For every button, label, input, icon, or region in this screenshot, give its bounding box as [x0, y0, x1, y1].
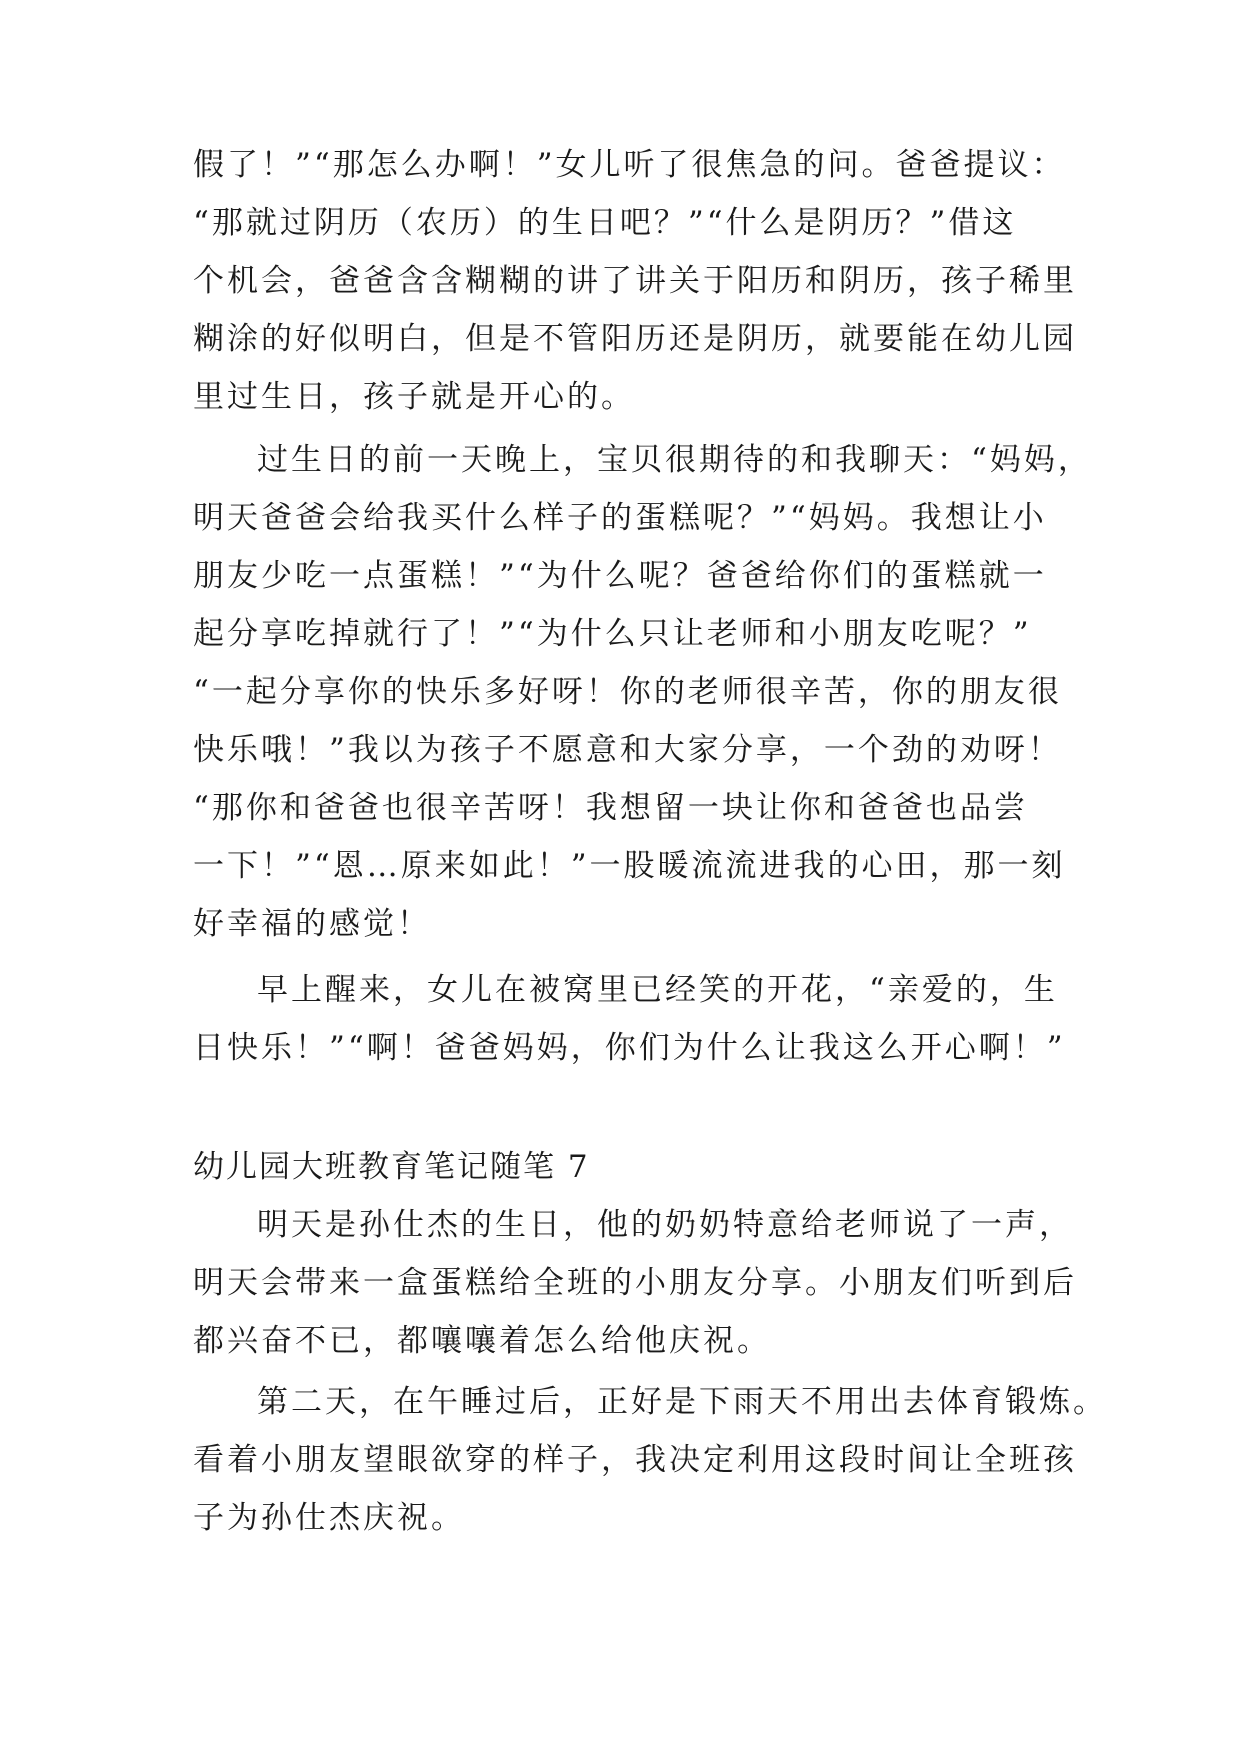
- text-line: 个机会，爸爸含含糊糊的讲了讲关于阳历和阴历，孩子稀里: [193, 263, 1077, 299]
- text-line: 第二天，在午睡过后，正好是下雨天不用出去体育锻炼。: [257, 1384, 1107, 1420]
- story-paragraph-3: [193, 961, 1066, 1077]
- text-line: 日快乐！”“啊！爸爸妈妈，你们为什么让我这么开心啊！”: [193, 1030, 1066, 1066]
- text-line: 早上醒来，女儿在被窝里已经笑的开花，“亲爱的，生: [257, 972, 1058, 1008]
- text-line: 朋友少吃一点蛋糕！”“为什么呢？爸爸给你们的蛋糕就一: [193, 558, 1047, 594]
- text-line: 一下！”“恩…原来如此！”一股暖流流进我的心田，那一刻: [193, 848, 1066, 884]
- text-line: 过生日的前一天晚上，宝贝很期待的和我聊天：“妈妈，: [257, 442, 1092, 478]
- section-heading: 幼儿园大班教育笔记随笔 7: [193, 1149, 590, 1185]
- text-line: “一起分享你的快乐多好呀！你的老师很辛苦，你的朋友很: [193, 674, 1062, 710]
- text-line: 明天是孙仕杰的生日，他的奶奶特意给老师说了一声，: [257, 1207, 1073, 1243]
- story-paragraph-1: [193, 136, 1077, 426]
- note-paragraph-1: [193, 1196, 1077, 1370]
- note-paragraph-2: [193, 1373, 1107, 1547]
- text-line: 都兴奋不已，都嚷嚷着怎么给他庆祝。: [193, 1323, 771, 1359]
- text-line: 里过生日，孩子就是开心的。: [193, 379, 635, 415]
- text-line: “那你和爸爸也很辛苦呀！我想留一块让你和爸爸也品尝: [193, 790, 1028, 826]
- text-line: 好幸福的感觉！: [193, 906, 431, 942]
- text-line: 假了！”“那怎么办啊！”女儿听了很焦急的问。爸爸提议：: [193, 147, 1066, 183]
- text-line: 快乐哦！”我以为孩子不愿意和大家分享，一个劲的劝呀！: [193, 732, 1062, 768]
- text-line: 明天会带来一盒蛋糕给全班的小朋友分享。小朋友们听到后: [193, 1265, 1077, 1301]
- text-line: 起分享吃掉就行了！”“为什么只让老师和小朋友吃呢？”: [193, 616, 1032, 652]
- text-line: “那就过阴历（农历）的生日吧？”“什么是阴历？”借这: [193, 205, 1017, 241]
- text-line: 明天爸爸会给我买什么样子的蛋糕呢？”“妈妈。我想让小: [193, 500, 1047, 536]
- story-paragraph-2: [193, 431, 1092, 953]
- text-line: 糊涂的好似明白，但是不管阳历还是阴历，就要能在幼儿园: [193, 321, 1077, 357]
- text-line: 看着小朋友望眼欲穿的样子，我决定利用这段时间让全班孩: [193, 1442, 1077, 1478]
- text-line: 子为孙仕杰庆祝。: [193, 1500, 465, 1536]
